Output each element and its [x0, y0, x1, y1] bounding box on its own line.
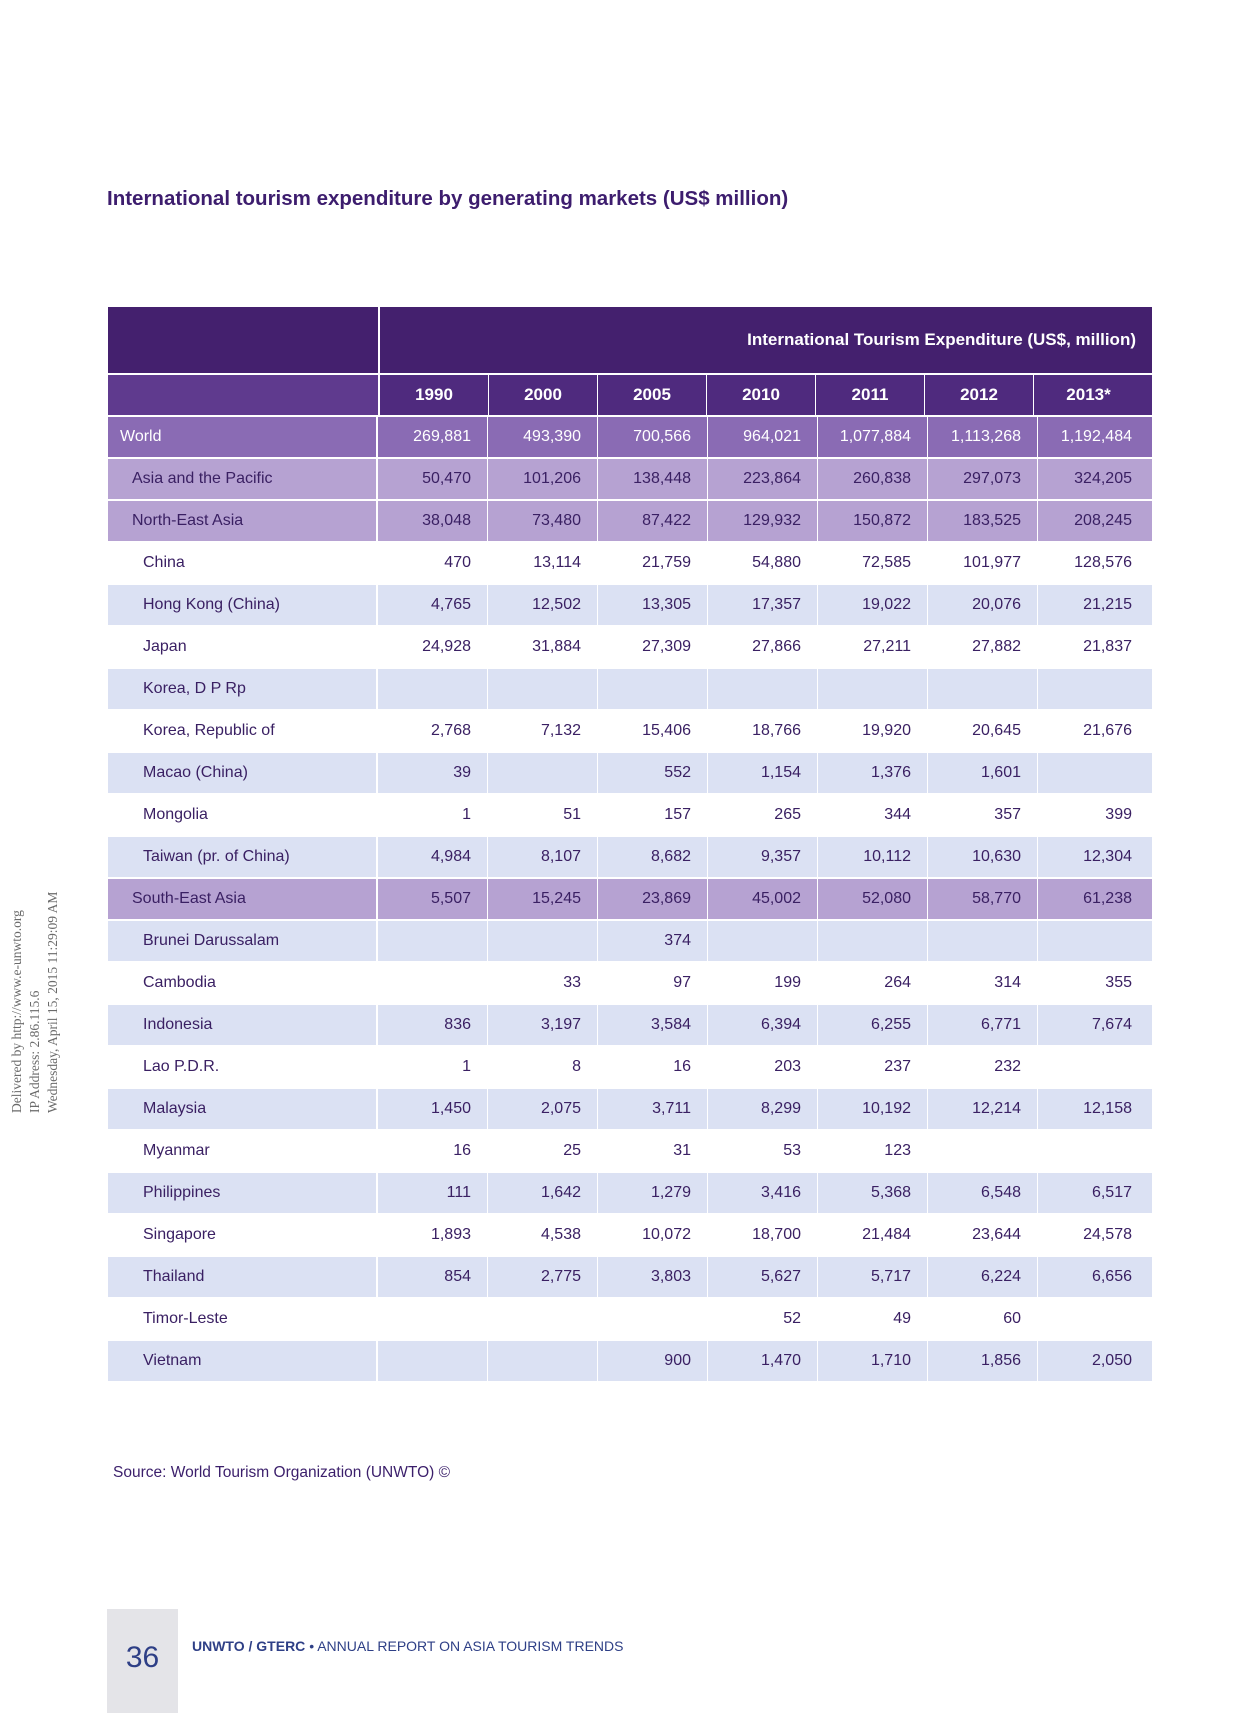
value-cell: 9,357	[708, 837, 818, 877]
value-cell: 3,416	[708, 1173, 818, 1213]
value-cell: 854	[378, 1257, 488, 1297]
value-cell: 1,077,884	[818, 417, 928, 457]
value-cell	[1038, 921, 1148, 961]
table-row	[108, 835, 1152, 877]
value-cell: 1,893	[378, 1215, 488, 1255]
watermark-line: Wednesday, April 15, 2015 11:29:09 AM	[45, 891, 60, 1113]
value-cell: 1,113,268	[928, 417, 1038, 457]
value-cell	[1038, 1131, 1148, 1171]
value-cell	[378, 669, 488, 709]
row-label: Malaysia	[108, 1089, 378, 1129]
table-row	[108, 499, 1152, 541]
page-number: 36	[125, 1641, 160, 1674]
value-cell: 552	[598, 753, 708, 793]
value-cell: 54,880	[708, 543, 818, 583]
table-row	[108, 1171, 1152, 1213]
row-label: Vietnam	[108, 1341, 378, 1381]
value-cell	[598, 1299, 708, 1339]
value-cell: 297,073	[928, 459, 1038, 499]
value-cell	[818, 921, 928, 961]
value-cell: 203	[708, 1047, 818, 1087]
value-cell: 138,448	[598, 459, 708, 499]
header-corner-lower	[108, 375, 380, 415]
value-cell: 20,645	[928, 711, 1038, 751]
table-row	[108, 1045, 1152, 1087]
table-row	[108, 961, 1152, 1003]
value-cell: 12,502	[488, 585, 598, 625]
table-row	[108, 457, 1152, 499]
value-cell: 157	[598, 795, 708, 835]
value-cell: 10,192	[818, 1089, 928, 1129]
value-cell: 6,255	[818, 1005, 928, 1045]
value-cell: 31,884	[488, 627, 598, 667]
value-cell	[378, 921, 488, 961]
value-cell: 2,775	[488, 1257, 598, 1297]
value-cell: 27,866	[708, 627, 818, 667]
year-header: 2011	[816, 375, 925, 415]
value-cell: 101,977	[928, 543, 1038, 583]
value-cell: 19,920	[818, 711, 928, 751]
value-cell: 700,566	[598, 417, 708, 457]
value-cell: 1,642	[488, 1173, 598, 1213]
value-cell: 8,682	[598, 837, 708, 877]
table-header-caption-row	[108, 307, 1152, 375]
value-cell: 2,768	[378, 711, 488, 751]
value-cell: 12,214	[928, 1089, 1038, 1129]
row-label: Timor-Leste	[108, 1299, 378, 1339]
value-cell: 52,080	[818, 879, 928, 919]
value-cell	[378, 1299, 488, 1339]
table-row	[108, 1255, 1152, 1297]
value-cell: 21,215	[1083, 596, 1132, 613]
row-label: Thailand	[108, 1257, 378, 1297]
row-label: Asia and the Pacific	[108, 459, 378, 499]
value-cell: 900	[598, 1341, 708, 1381]
value-cell: 1,279	[598, 1173, 708, 1213]
value-cell: 10,072	[598, 1215, 708, 1255]
value-cell: 8,299	[708, 1089, 818, 1129]
value-cell: 1,856	[928, 1341, 1038, 1381]
header-corner	[108, 307, 380, 373]
page-number-box	[107, 1609, 178, 1713]
value-cell: 60	[928, 1299, 1038, 1339]
value-cell	[708, 669, 818, 709]
value-cell: 73,480	[488, 501, 598, 541]
year-header: 2010	[707, 375, 816, 415]
value-cell: 15,406	[598, 711, 708, 751]
value-cell: 101,206	[488, 459, 598, 499]
value-cell	[378, 1341, 488, 1381]
value-cell: 23,644	[928, 1215, 1038, 1255]
table-row	[108, 541, 1152, 583]
value-cell: 1,192,484	[1060, 428, 1132, 445]
value-cell: 6,394	[708, 1005, 818, 1045]
value-cell: 21,676	[1083, 722, 1132, 739]
value-cell: 1,710	[818, 1341, 928, 1381]
value-cell: 129,932	[708, 501, 818, 541]
value-cell: 19,022	[818, 585, 928, 625]
value-cell: 27,882	[928, 627, 1038, 667]
watermark-line: IP Address: 2.86.115.6	[27, 990, 42, 1113]
value-cell: 53	[708, 1131, 818, 1171]
value-cell: 265	[708, 795, 818, 835]
value-cell: 24,578	[1083, 1226, 1132, 1243]
row-label: Hong Kong (China)	[108, 585, 378, 625]
value-cell: 199	[708, 963, 818, 1003]
footer-report-title: ANNUAL REPORT ON ASIA TOURISM TRENDS	[317, 1638, 624, 1654]
row-label: Korea, Republic of	[108, 711, 378, 751]
value-cell: 16	[598, 1047, 708, 1087]
value-cell	[1038, 1299, 1148, 1339]
value-cell: 1,154	[708, 753, 818, 793]
value-cell: 33	[488, 963, 598, 1003]
value-cell: 1,601	[928, 753, 1038, 793]
value-cell: 6,517	[1091, 1184, 1132, 1201]
row-label: North-East Asia	[108, 501, 378, 541]
value-cell: 12,158	[1083, 1100, 1132, 1117]
value-cell: 1,376	[818, 753, 928, 793]
year-header: 2000	[489, 375, 598, 415]
expenditure-table	[108, 307, 1152, 1381]
source-note: Source: World Tourism Organization (UNWTO) ©	[113, 1464, 451, 1481]
footer-separator: •	[309, 1638, 315, 1654]
year-header: 2013*	[1066, 385, 1111, 404]
value-cell: 6,771	[928, 1005, 1038, 1045]
table-row	[108, 667, 1152, 709]
table-row	[108, 1339, 1152, 1381]
table-header-caption: International Tourism Expenditure (US$, million)	[747, 330, 1136, 349]
row-label: Lao P.D.R.	[108, 1047, 378, 1087]
value-cell	[928, 921, 1038, 961]
value-cell	[488, 669, 598, 709]
value-cell: 836	[378, 1005, 488, 1045]
value-cell: 3,584	[598, 1005, 708, 1045]
table-row	[108, 1297, 1152, 1339]
value-cell: 4,538	[488, 1215, 598, 1255]
row-label: Philippines	[108, 1173, 378, 1213]
footer-org: UNWTO / GTERC	[192, 1638, 306, 1654]
value-cell: 232	[928, 1047, 1038, 1087]
value-cell: 374	[598, 921, 708, 961]
row-label: Myanmar	[108, 1131, 378, 1171]
value-cell: 3,711	[598, 1089, 708, 1129]
delivery-watermark	[8, 892, 62, 1113]
value-cell: 470	[378, 543, 488, 583]
value-cell: 5,627	[708, 1257, 818, 1297]
value-cell: 13,114	[488, 543, 598, 583]
year-header: 1990	[380, 375, 489, 415]
row-label: Korea, D P Rp	[108, 669, 378, 709]
value-cell: 6,548	[928, 1173, 1038, 1213]
row-label: World	[108, 417, 378, 457]
year-header: 2005	[598, 375, 707, 415]
value-cell: 87,422	[598, 501, 708, 541]
row-label: South-East Asia	[108, 879, 378, 919]
row-label: Singapore	[108, 1215, 378, 1255]
table-row	[108, 583, 1152, 625]
value-cell: 2,075	[488, 1089, 598, 1129]
page-title: International tourism expenditure by generating markets (US$ million)	[107, 187, 789, 210]
value-cell	[488, 753, 598, 793]
value-cell: 314	[928, 963, 1038, 1003]
value-cell: 183,525	[928, 501, 1038, 541]
row-label: Brunei Darussalam	[108, 921, 378, 961]
row-label: Japan	[108, 627, 378, 667]
table-header-years-row	[108, 375, 1152, 415]
value-cell: 123	[818, 1131, 928, 1171]
value-cell: 260,838	[818, 459, 928, 499]
value-cell: 357	[928, 795, 1038, 835]
value-cell: 128,576	[1074, 554, 1132, 571]
value-cell: 25	[488, 1131, 598, 1171]
year-header: 2012	[925, 375, 1034, 415]
value-cell: 344	[818, 795, 928, 835]
value-cell: 5,507	[378, 879, 488, 919]
value-cell: 21,837	[1083, 638, 1132, 655]
value-cell: 3,803	[598, 1257, 708, 1297]
table-row	[108, 1003, 1152, 1045]
value-cell	[1038, 753, 1148, 793]
value-cell: 5,368	[818, 1173, 928, 1213]
value-cell: 1	[378, 1047, 488, 1087]
value-cell: 50,470	[378, 459, 488, 499]
value-cell: 18,766	[708, 711, 818, 751]
value-cell: 31	[598, 1131, 708, 1171]
value-cell: 1,450	[378, 1089, 488, 1129]
value-cell: 27,309	[598, 627, 708, 667]
value-cell: 58,770	[928, 879, 1038, 919]
value-cell: 51	[488, 795, 598, 835]
watermark-line: Delivered by http://www.e-unwto.org	[9, 910, 24, 1113]
table-row	[108, 751, 1152, 793]
value-cell: 399	[1105, 806, 1132, 823]
value-cell: 38,048	[378, 501, 488, 541]
value-cell: 20,076	[928, 585, 1038, 625]
value-cell	[928, 1131, 1038, 1171]
value-cell	[488, 1299, 598, 1339]
table-row	[108, 877, 1152, 919]
value-cell: 24,928	[378, 627, 488, 667]
value-cell: 6,656	[1091, 1268, 1132, 1285]
value-cell: 6,224	[928, 1257, 1038, 1297]
value-cell	[818, 669, 928, 709]
row-label: China	[108, 543, 378, 583]
value-cell	[928, 669, 1038, 709]
value-cell: 8,107	[488, 837, 598, 877]
value-cell: 13,305	[598, 585, 708, 625]
value-cell: 355	[1105, 974, 1132, 991]
table-row	[108, 1213, 1152, 1255]
value-cell: 2,050	[1091, 1352, 1132, 1369]
table-row	[108, 919, 1152, 961]
value-cell: 49	[818, 1299, 928, 1339]
value-cell: 4,765	[378, 585, 488, 625]
value-cell: 18,700	[708, 1215, 818, 1255]
value-cell: 208,245	[1074, 512, 1132, 529]
value-cell: 17,357	[708, 585, 818, 625]
table-row	[108, 1129, 1152, 1171]
value-cell: 5,717	[818, 1257, 928, 1297]
value-cell: 269,881	[378, 417, 488, 457]
value-cell	[488, 921, 598, 961]
value-cell	[1038, 669, 1148, 709]
value-cell: 150,872	[818, 501, 928, 541]
value-cell	[488, 1341, 598, 1381]
value-cell: 237	[818, 1047, 928, 1087]
value-cell: 21,484	[818, 1215, 928, 1255]
value-cell	[378, 963, 488, 1003]
value-cell: 21,759	[598, 543, 708, 583]
value-cell: 7,674	[1091, 1016, 1132, 1033]
value-cell: 52	[708, 1299, 818, 1339]
value-cell: 8	[488, 1047, 598, 1087]
value-cell	[1038, 1047, 1148, 1087]
value-cell: 223,864	[708, 459, 818, 499]
value-cell: 4,984	[378, 837, 488, 877]
row-label: Mongolia	[108, 795, 378, 835]
value-cell: 264	[818, 963, 928, 1003]
value-cell: 72,585	[818, 543, 928, 583]
footer-running-title	[192, 1638, 623, 1654]
table-row	[108, 415, 1152, 457]
value-cell: 324,205	[1074, 470, 1132, 487]
value-cell: 61,238	[1083, 890, 1132, 907]
value-cell: 15,245	[488, 879, 598, 919]
value-cell: 10,112	[818, 837, 928, 877]
value-cell: 97	[598, 963, 708, 1003]
value-cell: 1	[378, 795, 488, 835]
value-cell: 39	[378, 753, 488, 793]
row-label: Macao (China)	[108, 753, 378, 793]
table-body	[108, 415, 1152, 1381]
value-cell: 16	[378, 1131, 488, 1171]
value-cell	[598, 669, 708, 709]
value-cell: 23,869	[598, 879, 708, 919]
value-cell: 1,470	[708, 1341, 818, 1381]
row-label: Cambodia	[108, 963, 378, 1003]
row-label: Taiwan (pr. of China)	[108, 837, 378, 877]
value-cell: 45,002	[708, 879, 818, 919]
value-cell: 111	[378, 1173, 488, 1213]
value-cell	[708, 921, 818, 961]
table-row	[108, 625, 1152, 667]
table-row	[108, 1087, 1152, 1129]
value-cell: 964,021	[708, 417, 818, 457]
table-row	[108, 793, 1152, 835]
value-cell: 10,630	[928, 837, 1038, 877]
table-row	[108, 709, 1152, 751]
value-cell: 493,390	[488, 417, 598, 457]
value-cell: 7,132	[488, 711, 598, 751]
row-label: Indonesia	[108, 1005, 378, 1045]
value-cell: 27,211	[818, 627, 928, 667]
value-cell: 3,197	[488, 1005, 598, 1045]
value-cell: 12,304	[1083, 848, 1132, 865]
